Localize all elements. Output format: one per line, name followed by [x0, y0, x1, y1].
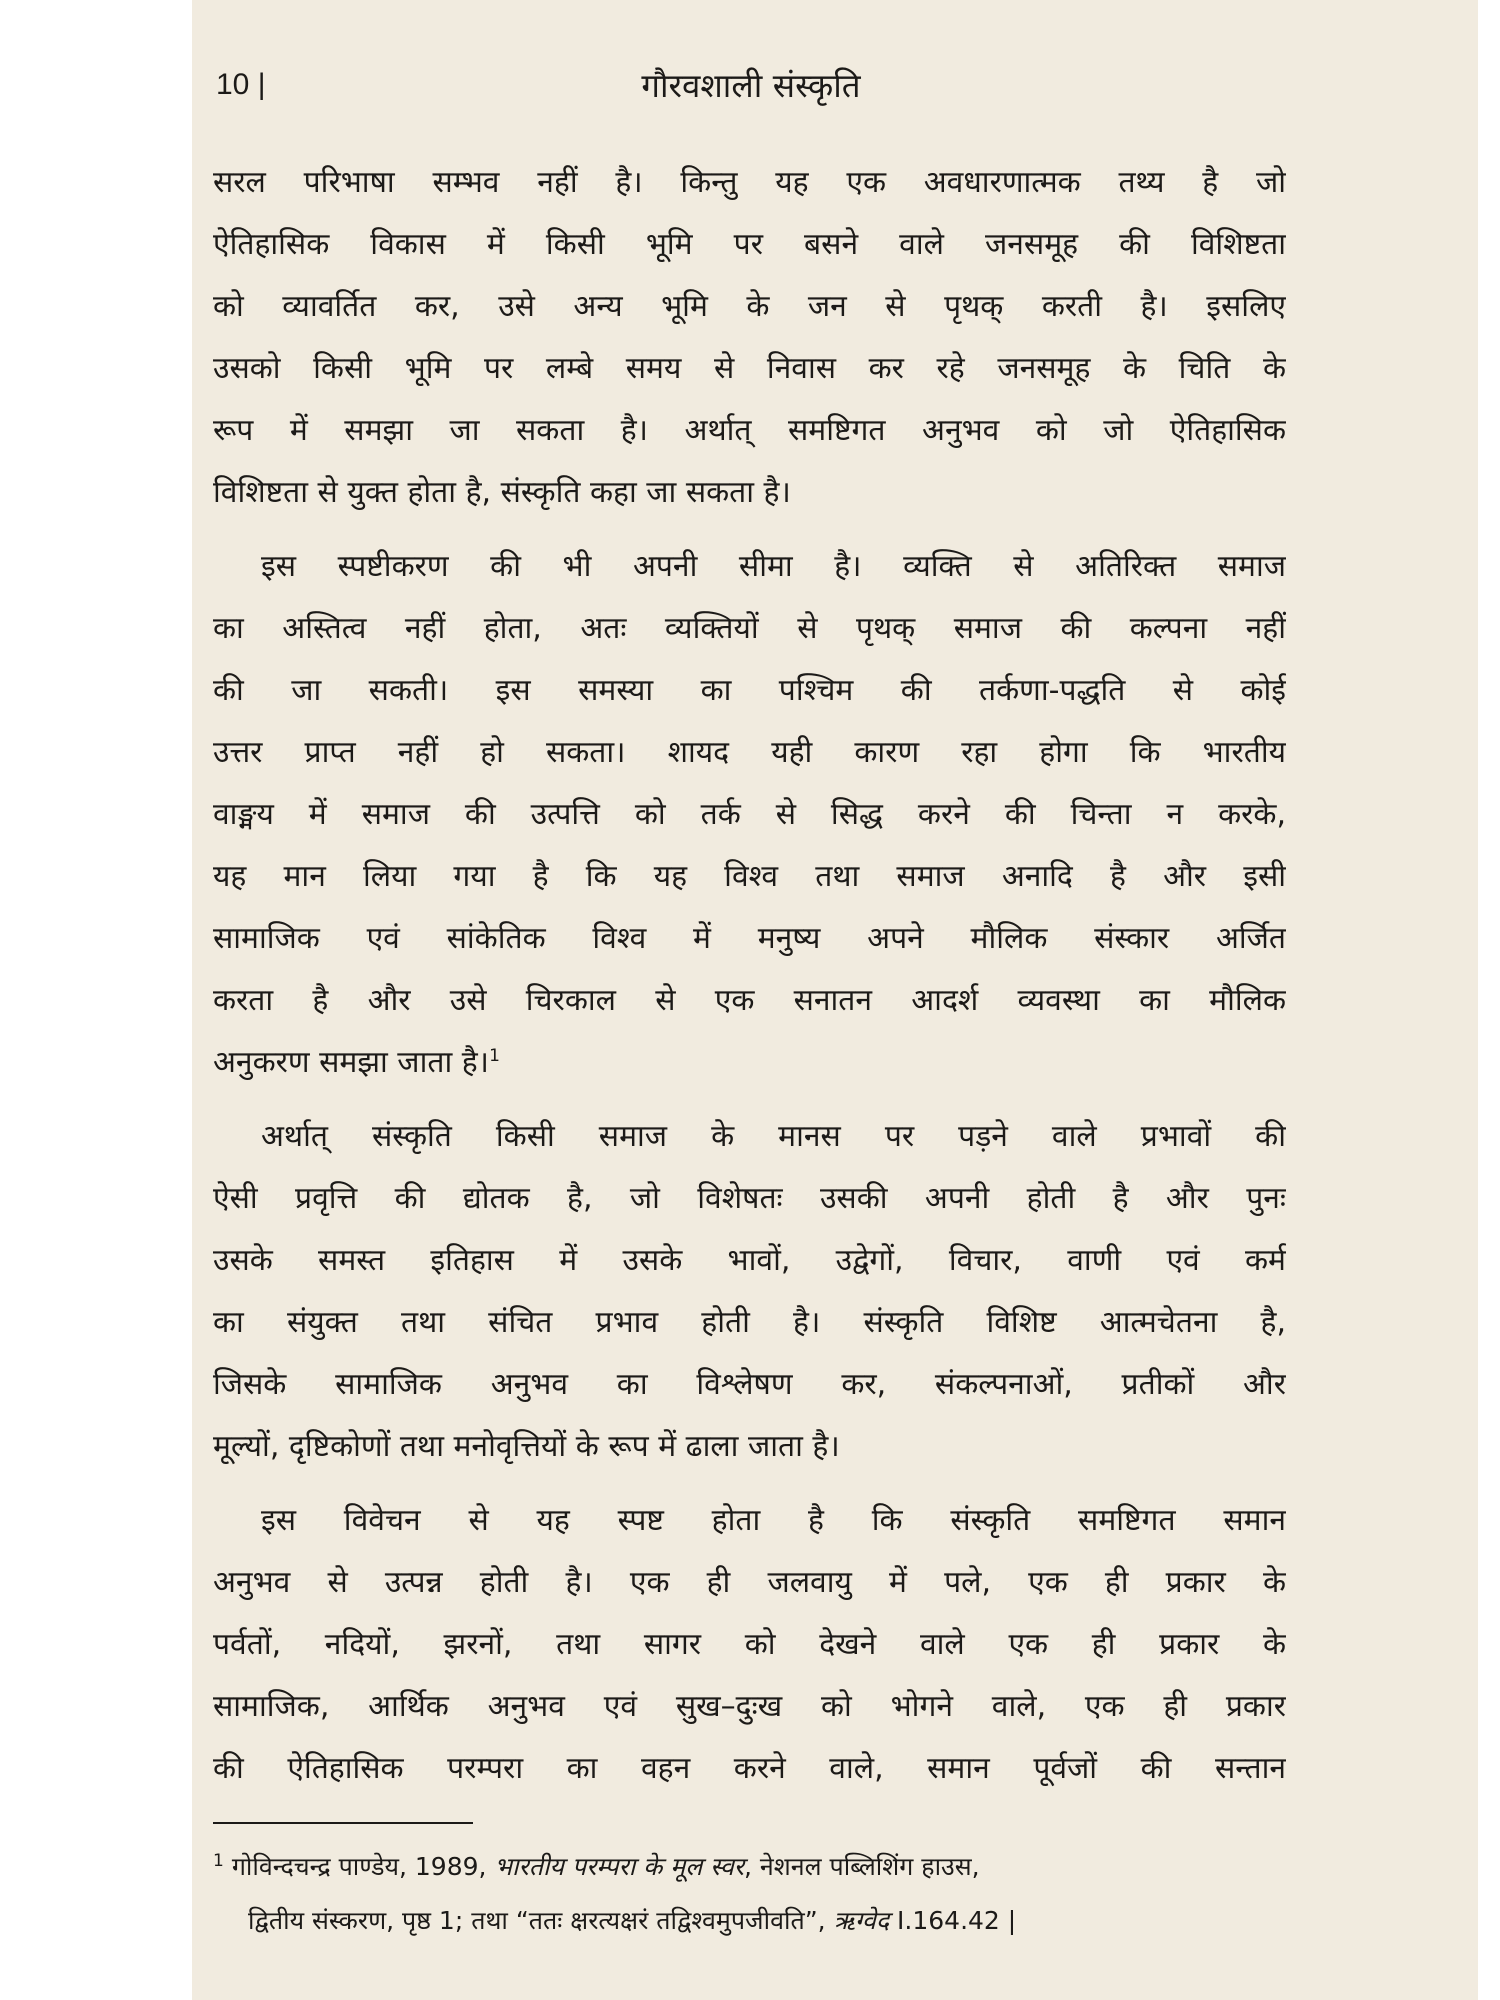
footnote-publisher: , नेशनल पब्लिशिंग हाउस, — [743, 1852, 980, 1881]
text-line: की जा सकती। इस समस्या का पश्चिम की तर्कणा-पद्धति से कोई — [213, 673, 1286, 708]
text-line: ऐतिहासिक विकास में किसी भूमि पर बसने वाले जनसमूह की विशिष्टता — [213, 227, 1286, 262]
text-line: ऐसी प्रवृत्ति की द्योतक है, जो विशेषतः उसकी अपनी होती है और पुनः — [213, 1181, 1286, 1216]
text-line: को व्यावर्तित कर, उसे अन्य भूमि के जन से पृथक् करती है। इसलिए — [213, 289, 1286, 324]
footnote-author-year: गोविन्दचन्द्र पाण्डेय, 1989, — [231, 1852, 487, 1881]
footnote-edition-quote: द्वितीय संस्करण, पृष्ठ 1; तथा “ततः क्षरत्यक्षरं तद्विश्वमुपजीवति”, — [248, 1906, 826, 1935]
text-line: मूल्यों, दृष्टिकोणों तथा मनोवृत्तियों के रूप में ढाला जाता है। — [213, 1429, 840, 1464]
footnote-source-title: ऋग्वेद — [833, 1906, 890, 1935]
running-title: गौरवशाली संस्कृति — [641, 66, 861, 105]
text-line: इस विवेचन से यह स्पष्ट होता है कि संस्कृति समष्टिगत समान — [261, 1503, 1286, 1538]
footnote-source-ref: I.164.42 | — [897, 1906, 1017, 1935]
text-line: अनुकरण समझा जाता है। — [213, 1045, 490, 1080]
text-line: उसके समस्त इतिहास में उसके भावों, उद्वेगों, विचार, वाणी एवं कर्म — [213, 1243, 1286, 1278]
text-line: इस स्पष्टीकरण की भी अपनी सीमा है। व्यक्ति से अतिरिक्त समाज — [261, 549, 1286, 584]
text-line: विशिष्टता से युक्त होता है, संस्कृति कहा जा सकता है। — [213, 475, 791, 510]
footnote-book-title: भारतीय परम्परा के मूल स्वर — [494, 1852, 744, 1881]
text-line: का संयुक्त तथा संचित प्रभाव होती है। संस्कृति विशिष्ट आत्मचेतना है, — [213, 1305, 1286, 1340]
text-line: उत्तर प्राप्त नहीं हो सकता। शायद यही कारण रहा होगा कि भारतीय — [213, 735, 1286, 770]
body-text — [213, 152, 1286, 1800]
text-line: अनुभव से उत्पन्न होती है। एक ही जलवायु में पले, एक ही प्रकार के — [213, 1565, 1286, 1600]
text-line: पर्वतों, नदियों, झरनों, तथा सागर को देखने वाले एक ही प्रकार के — [213, 1627, 1286, 1662]
text-line: रूप में समझा जा सकता है। अर्थात् समष्टिगत अनुभव को जो ऐतिहासिक — [213, 413, 1286, 448]
footnote-line — [213, 1840, 1286, 1894]
text-line: का अस्तित्व नहीं होता, अतः व्यक्तियों से पृथक् समाज की कल्पना नहीं — [213, 611, 1286, 646]
page-header — [216, 62, 1286, 122]
text-line-with-footnote — [213, 1032, 1286, 1094]
footnote-divider — [213, 1822, 473, 1824]
text-line: सामाजिक एवं सांकेतिक विश्व में मनुष्य अपने मौलिक संस्कार अर्जित — [213, 921, 1286, 956]
footnote-reference[interactable]: 1 — [489, 1046, 500, 1066]
text-line: की ऐतिहासिक परम्परा का वहन करने वाले, समान पूर्वजों की सन्तान — [213, 1751, 1286, 1786]
footnote-marker: 1 — [213, 1850, 224, 1871]
text-line: जिसके सामाजिक अनुभव का विश्लेषण कर, संकल्पनाओं, प्रतीकों और — [213, 1367, 1286, 1402]
footnote — [213, 1840, 1286, 1948]
text-line: सरल परिभाषा सम्भव नहीं है। किन्तु यह एक अवधारणात्मक तथ्य है जो — [213, 165, 1286, 200]
text-line: यह मान लिया गया है कि यह विश्व तथा समाज अनादि है और इसी — [213, 859, 1286, 894]
page-number: 10 | — [216, 68, 266, 101]
text-line: सामाजिक, आर्थिक अनुभव एवं सुख–दुःख को भोगने वाले, एक ही प्रकार — [213, 1689, 1286, 1724]
text-line: अर्थात् संस्कृति किसी समाज के मानस पर पड़ने वाले प्रभावों की — [261, 1119, 1286, 1154]
text-line: वाङ्मय में समाज की उत्पत्ति को तर्क से सिद्ध करने की चिन्ता न करके, — [213, 797, 1286, 832]
text-line: उसको किसी भूमि पर लम्बे समय से निवास कर रहे जनसमूह के चिति के — [213, 351, 1286, 386]
text-line: करता है और उसे चिरकाल से एक सनातन आदर्श व्यवस्था का मौलिक — [213, 983, 1286, 1018]
footnote-line — [213, 1894, 1286, 1948]
